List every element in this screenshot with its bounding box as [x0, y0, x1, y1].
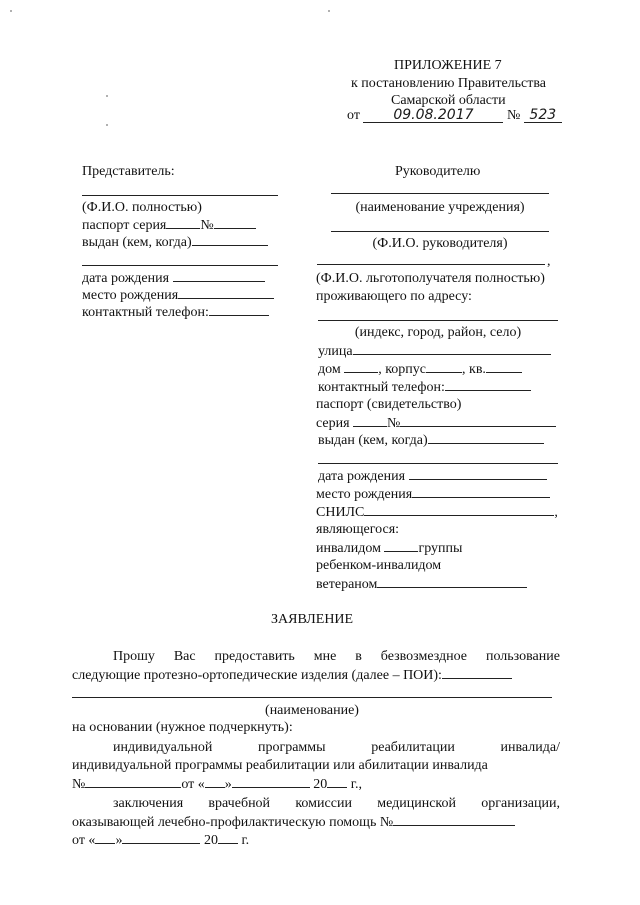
rep-fio-hint: (Ф.И.О. полностью): [82, 200, 202, 215]
decree-line: к постановлению Правительства: [351, 76, 547, 91]
decree-number: 523: [524, 108, 562, 123]
vk-month-field[interactable]: [122, 831, 200, 844]
head-fio-hint: (Ф.И.О. руководителя): [372, 236, 508, 251]
address-line: [318, 320, 558, 321]
house-row: дом , корпус , кв.: [318, 360, 522, 378]
decree-date: 09.08.2017: [363, 108, 503, 123]
ipr-line-1: индивидуальной программы реабилитации инвалида/: [113, 740, 560, 755]
scan-speck: [328, 10, 330, 12]
vk-line-2: оказывающей лечебно-профилактическую помощь №: [72, 813, 515, 831]
rep-passport-series-field[interactable]: [166, 216, 200, 229]
beneficiary-birth-date-row: дата рождения: [318, 467, 547, 485]
passport-label: паспорт (свидетельство): [316, 397, 462, 412]
representative-line: [82, 195, 278, 196]
rep-issued-line-2: [82, 265, 278, 266]
ipr-day-field[interactable]: [205, 775, 225, 788]
vk-year-field[interactable]: [218, 831, 238, 844]
ipr-number-field[interactable]: [85, 775, 181, 788]
beneficiary-phone-field[interactable]: [445, 378, 531, 391]
street-row: улица: [318, 342, 551, 360]
beneficiary-comma: ,: [547, 254, 551, 269]
request-line-2: следующие протезно-ортопедические изделия (далее – ПОИ):: [72, 666, 512, 684]
decree-date-number: [347, 107, 562, 124]
basis-label: на основании (нужное подчеркнуть):: [72, 720, 293, 735]
being-label: являющегося:: [316, 522, 400, 537]
rep-birth-date-field[interactable]: [173, 269, 265, 282]
ipr-number-date-row: № от « » 20 г.,: [72, 777, 362, 792]
beneficiary-fio-hint: (Ф.И.О. льготополучателя полностью): [316, 271, 545, 286]
passport-series-field[interactable]: [353, 414, 387, 427]
passport-series-row: серия №: [316, 414, 556, 432]
living-at-label: проживающего по адресу:: [316, 289, 472, 304]
snils-field[interactable]: [364, 503, 554, 516]
vk-number-field[interactable]: [393, 813, 515, 826]
ipr-month-field[interactable]: [232, 775, 310, 788]
rep-phone-field[interactable]: [209, 303, 269, 316]
snils-row: СНИЛС ,: [316, 505, 558, 520]
appendix-title: ПРИЛОЖЕНИЕ 7: [394, 58, 502, 73]
rep-passport-number-field[interactable]: [214, 216, 256, 229]
veteran-field[interactable]: [377, 575, 527, 588]
scan-speck: [106, 124, 108, 126]
vk-date-row: от « » 20 г.: [72, 833, 250, 848]
vk-line-1: заключения врачебной комиссии медицинской организации,: [113, 796, 560, 811]
rep-issued-field[interactable]: [192, 233, 268, 246]
apartment-field[interactable]: [486, 360, 522, 373]
passport-number-field[interactable]: [400, 414, 556, 427]
poi-field[interactable]: [442, 666, 512, 679]
application-title: ЗАЯВЛЕНИЕ: [271, 612, 354, 627]
street-field[interactable]: [353, 342, 551, 355]
from-label: от: [347, 108, 360, 123]
poi-name-hint: (наименование): [265, 703, 359, 718]
scan-speck: [10, 10, 12, 12]
to-head-label: Руководителю: [395, 164, 481, 179]
poi-line-2: [72, 697, 552, 698]
number-label: №: [506, 108, 521, 123]
ipr-year-field[interactable]: [327, 775, 347, 788]
region-line: Самарской области: [391, 93, 506, 108]
ipr-line-2: индивидуальной программы реабилитации или абилитации инвалида: [72, 758, 488, 773]
rep-issued: выдан (кем, когда): [82, 233, 268, 251]
representative-label: Представитель:: [82, 164, 175, 179]
rep-phone: контактный телефон:: [82, 303, 269, 321]
passport-issued-row: выдан (кем, когда): [318, 431, 544, 449]
beneficiary-birth-place-field[interactable]: [412, 485, 550, 498]
head-fio-line: [331, 231, 549, 232]
beneficiary-fio-line: [317, 264, 545, 265]
request-line-1: Прошу Вас предоставить мне в безвозмездное пользование: [113, 649, 560, 664]
beneficiary-phone-row: контактный телефон:: [318, 378, 531, 396]
institution-hint: (наименование учреждения): [355, 200, 525, 215]
child-disabled-label: ребенком-инвалидом: [316, 558, 442, 573]
house-field[interactable]: [344, 360, 378, 373]
veteran-row: ветераном: [316, 575, 527, 593]
rep-birth-date: дата рождения: [82, 269, 265, 287]
vk-day-field[interactable]: [95, 831, 115, 844]
disability-group-field[interactable]: [384, 539, 418, 552]
rep-passport: паспорт серия №: [82, 216, 256, 234]
beneficiary-birth-date-field[interactable]: [409, 467, 547, 480]
rep-birth-place-field[interactable]: [178, 286, 274, 299]
rep-birth-place: место рождения: [82, 286, 274, 304]
building-field[interactable]: [426, 360, 462, 373]
passport-issued-line-2: [318, 463, 558, 464]
beneficiary-birth-place-row: место рождения: [316, 485, 550, 503]
scan-speck: [106, 95, 108, 97]
institution-line: [331, 193, 549, 194]
passport-issued-field[interactable]: [428, 431, 544, 444]
disabled-row: инвалидом группы: [316, 541, 463, 556]
address-hint: (индекс, город, район, село): [354, 325, 522, 340]
